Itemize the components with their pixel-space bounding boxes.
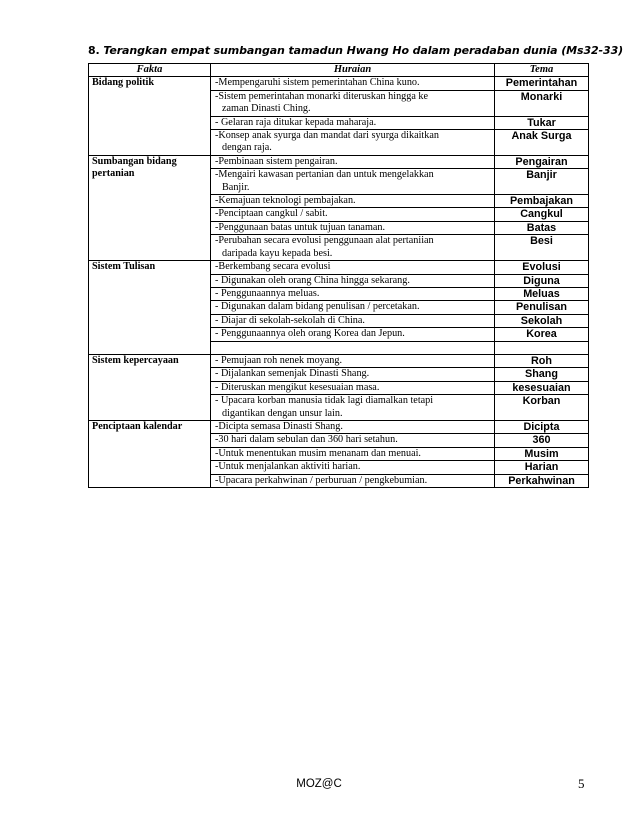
- tema-cell: 360: [495, 434, 589, 447]
- huraian-line: -Untuk menentukan musim menanam dan menuai.: [215, 447, 421, 459]
- tema-cell: Besi: [495, 235, 589, 261]
- huraian-line: zaman Dinasti Ching.: [222, 103, 311, 115]
- huraian-line: -Perubahan secara evolusi penggunaan alat pertaniian: [215, 235, 434, 247]
- tema-cell: Batas: [495, 221, 589, 234]
- header-huraian: Huraian: [211, 64, 495, 77]
- huraian-cell: [211, 368, 495, 381]
- huraian-line: - Upacara korban manusia tidak lagi diamalkan tetapi: [215, 395, 434, 407]
- huraian-line: -Mengairi kawasan pertanian dan untuk mengelakkan: [215, 169, 434, 181]
- table-body: [89, 77, 589, 488]
- tema-cell: Cangkul: [495, 208, 589, 221]
- tema-cell: Monarki: [495, 90, 589, 116]
- huraian-cell: [211, 221, 495, 234]
- huraian-line: digantikan dengan unsur lain.: [222, 407, 343, 419]
- huraian-line: -Upacara perkahwinan / perburuan / pengkebumian.: [215, 474, 428, 486]
- huraian-line: - Penggunaannya oleh orang Korea dan Jepun.: [215, 328, 405, 340]
- huraian-cell: [211, 90, 495, 116]
- tema-cell: Meluas: [495, 287, 589, 300]
- huraian-line: - Pemujaan roh nenek moyang.: [215, 354, 343, 366]
- tema-cell: Perkahwinan: [495, 474, 589, 487]
- huraian-line: - Digunakan oleh orang China hingga sekarang.: [215, 274, 410, 286]
- table-row: [89, 354, 589, 367]
- huraian-cell: [211, 328, 495, 341]
- fakta-cell: Sumbangan bidang pertanian: [89, 155, 211, 260]
- tema-cell: Banjir: [495, 169, 589, 195]
- tema-cell: Diguna: [495, 274, 589, 287]
- huraian-cell: [211, 169, 495, 195]
- huraian-line: -Pembinaan sistem pengairan.: [215, 155, 338, 167]
- tema-cell: Musim: [495, 447, 589, 460]
- huraian-line: dengan raja.: [222, 142, 272, 154]
- table-row: [89, 420, 589, 433]
- huraian-line: -Mempengaruhi sistem pemerintahan China kuno.: [215, 77, 420, 89]
- tema-cell: Anak Surga: [495, 130, 589, 156]
- header-tema: Tema: [495, 64, 589, 77]
- tema-cell: Korea: [495, 328, 589, 341]
- huraian-line: - Diajar di sekolah-sekolah di China.: [215, 314, 365, 326]
- huraian-cell: [211, 274, 495, 287]
- huraian-line: - Dijalankan semenjak Dinasti Shang.: [215, 368, 370, 380]
- huraian-line: -Dicipta semasa Dinasti Shang.: [215, 420, 343, 432]
- huraian-line: -Konsep anak syurga dan mandat dari syurga dikaitkan: [215, 130, 439, 142]
- huraian-line: -Untuk menjalankan aktiviti harian.: [215, 461, 361, 473]
- huraian-cell: [211, 77, 495, 90]
- huraian-cell: [211, 395, 495, 421]
- tema-cell: Dicipta: [495, 420, 589, 433]
- tema-cell: Pengairan: [495, 155, 589, 168]
- huraian-cell: [211, 195, 495, 208]
- huraian-cell: [211, 447, 495, 460]
- huraian-line: -Kemajuan teknologi pembajakan.: [215, 195, 356, 207]
- fakta-cell: Bidang politik: [89, 77, 211, 155]
- answer-table: [88, 63, 589, 488]
- huraian-cell: [211, 116, 495, 129]
- huraian-line: -Penggunaan batas untuk tujuan tanaman.: [215, 221, 386, 233]
- huraian-cell: [211, 261, 495, 274]
- huraian-cell: [211, 235, 495, 261]
- header-fakta: Fakta: [89, 64, 211, 77]
- tema-cell: Pembajakan: [495, 195, 589, 208]
- huraian-cell: [211, 420, 495, 433]
- tema-cell: Sekolah: [495, 314, 589, 327]
- question-text: Terangkan empat sumbangan tamadun Hwang Ho dalam peradaban dunia (Ms32-33): [103, 44, 624, 57]
- huraian-cell: [211, 314, 495, 327]
- question-number: 8.: [88, 44, 100, 57]
- huraian-cell: [211, 474, 495, 487]
- table-row: [89, 77, 589, 90]
- tema-cell: Shang: [495, 368, 589, 381]
- tema-cell: Evolusi: [495, 261, 589, 274]
- huraian-line: - Penggunaannya meluas.: [215, 287, 320, 299]
- huraian-line: - Digunakan dalam bidang penulisan / percetakan.: [215, 301, 420, 313]
- table-row: [89, 261, 589, 274]
- huraian-cell: [211, 461, 495, 474]
- tema-cell: Harian: [495, 461, 589, 474]
- huraian-line: Banjir.: [222, 181, 250, 193]
- fakta-cell: Sistem kepercayaan: [89, 354, 211, 420]
- huraian-line: -Penciptaan cangkul / sabit.: [215, 208, 328, 220]
- table-row: [89, 155, 589, 168]
- huraian-cell: [211, 381, 495, 394]
- tema-cell: Pemerintahan: [495, 77, 589, 90]
- huraian-line: -Sistem pemerintahan monarki diteruskan hingga ke: [215, 90, 429, 102]
- tema-cell: [495, 341, 589, 354]
- huraian-line: -Berkembang secara evolusi: [215, 261, 331, 273]
- huraian-cell: [211, 354, 495, 367]
- huraian-line: daripada kayu kepada besi.: [222, 247, 333, 259]
- tema-cell: Korban: [495, 395, 589, 421]
- huraian-cell: [211, 208, 495, 221]
- huraian-line: [215, 342, 491, 354]
- tema-cell: kesesuaian: [495, 381, 589, 394]
- huraian-line: - Diteruskan mengikut kesesuaian masa.: [215, 381, 380, 393]
- fakta-cell: Sistem Tulisan: [89, 261, 211, 355]
- page-number: 5: [578, 776, 585, 791]
- tema-cell: Roh: [495, 354, 589, 367]
- tema-cell: Tukar: [495, 116, 589, 129]
- footer-author: MOZ@C: [296, 778, 342, 790]
- huraian-cell: [211, 434, 495, 447]
- huraian-cell: [211, 301, 495, 314]
- huraian-cell: [211, 155, 495, 168]
- question-heading: [88, 44, 624, 57]
- huraian-line: - Gelaran raja ditukar kepada maharaja.: [215, 116, 377, 128]
- fakta-cell: Penciptaan kalendar: [89, 420, 211, 487]
- huraian-cell: [211, 341, 495, 354]
- huraian-line: -30 hari dalam sebulan dan 360 hari setahun.: [215, 434, 398, 446]
- tema-cell: Penulisan: [495, 301, 589, 314]
- table-header-row: [89, 64, 589, 77]
- huraian-cell: [211, 130, 495, 156]
- huraian-cell: [211, 287, 495, 300]
